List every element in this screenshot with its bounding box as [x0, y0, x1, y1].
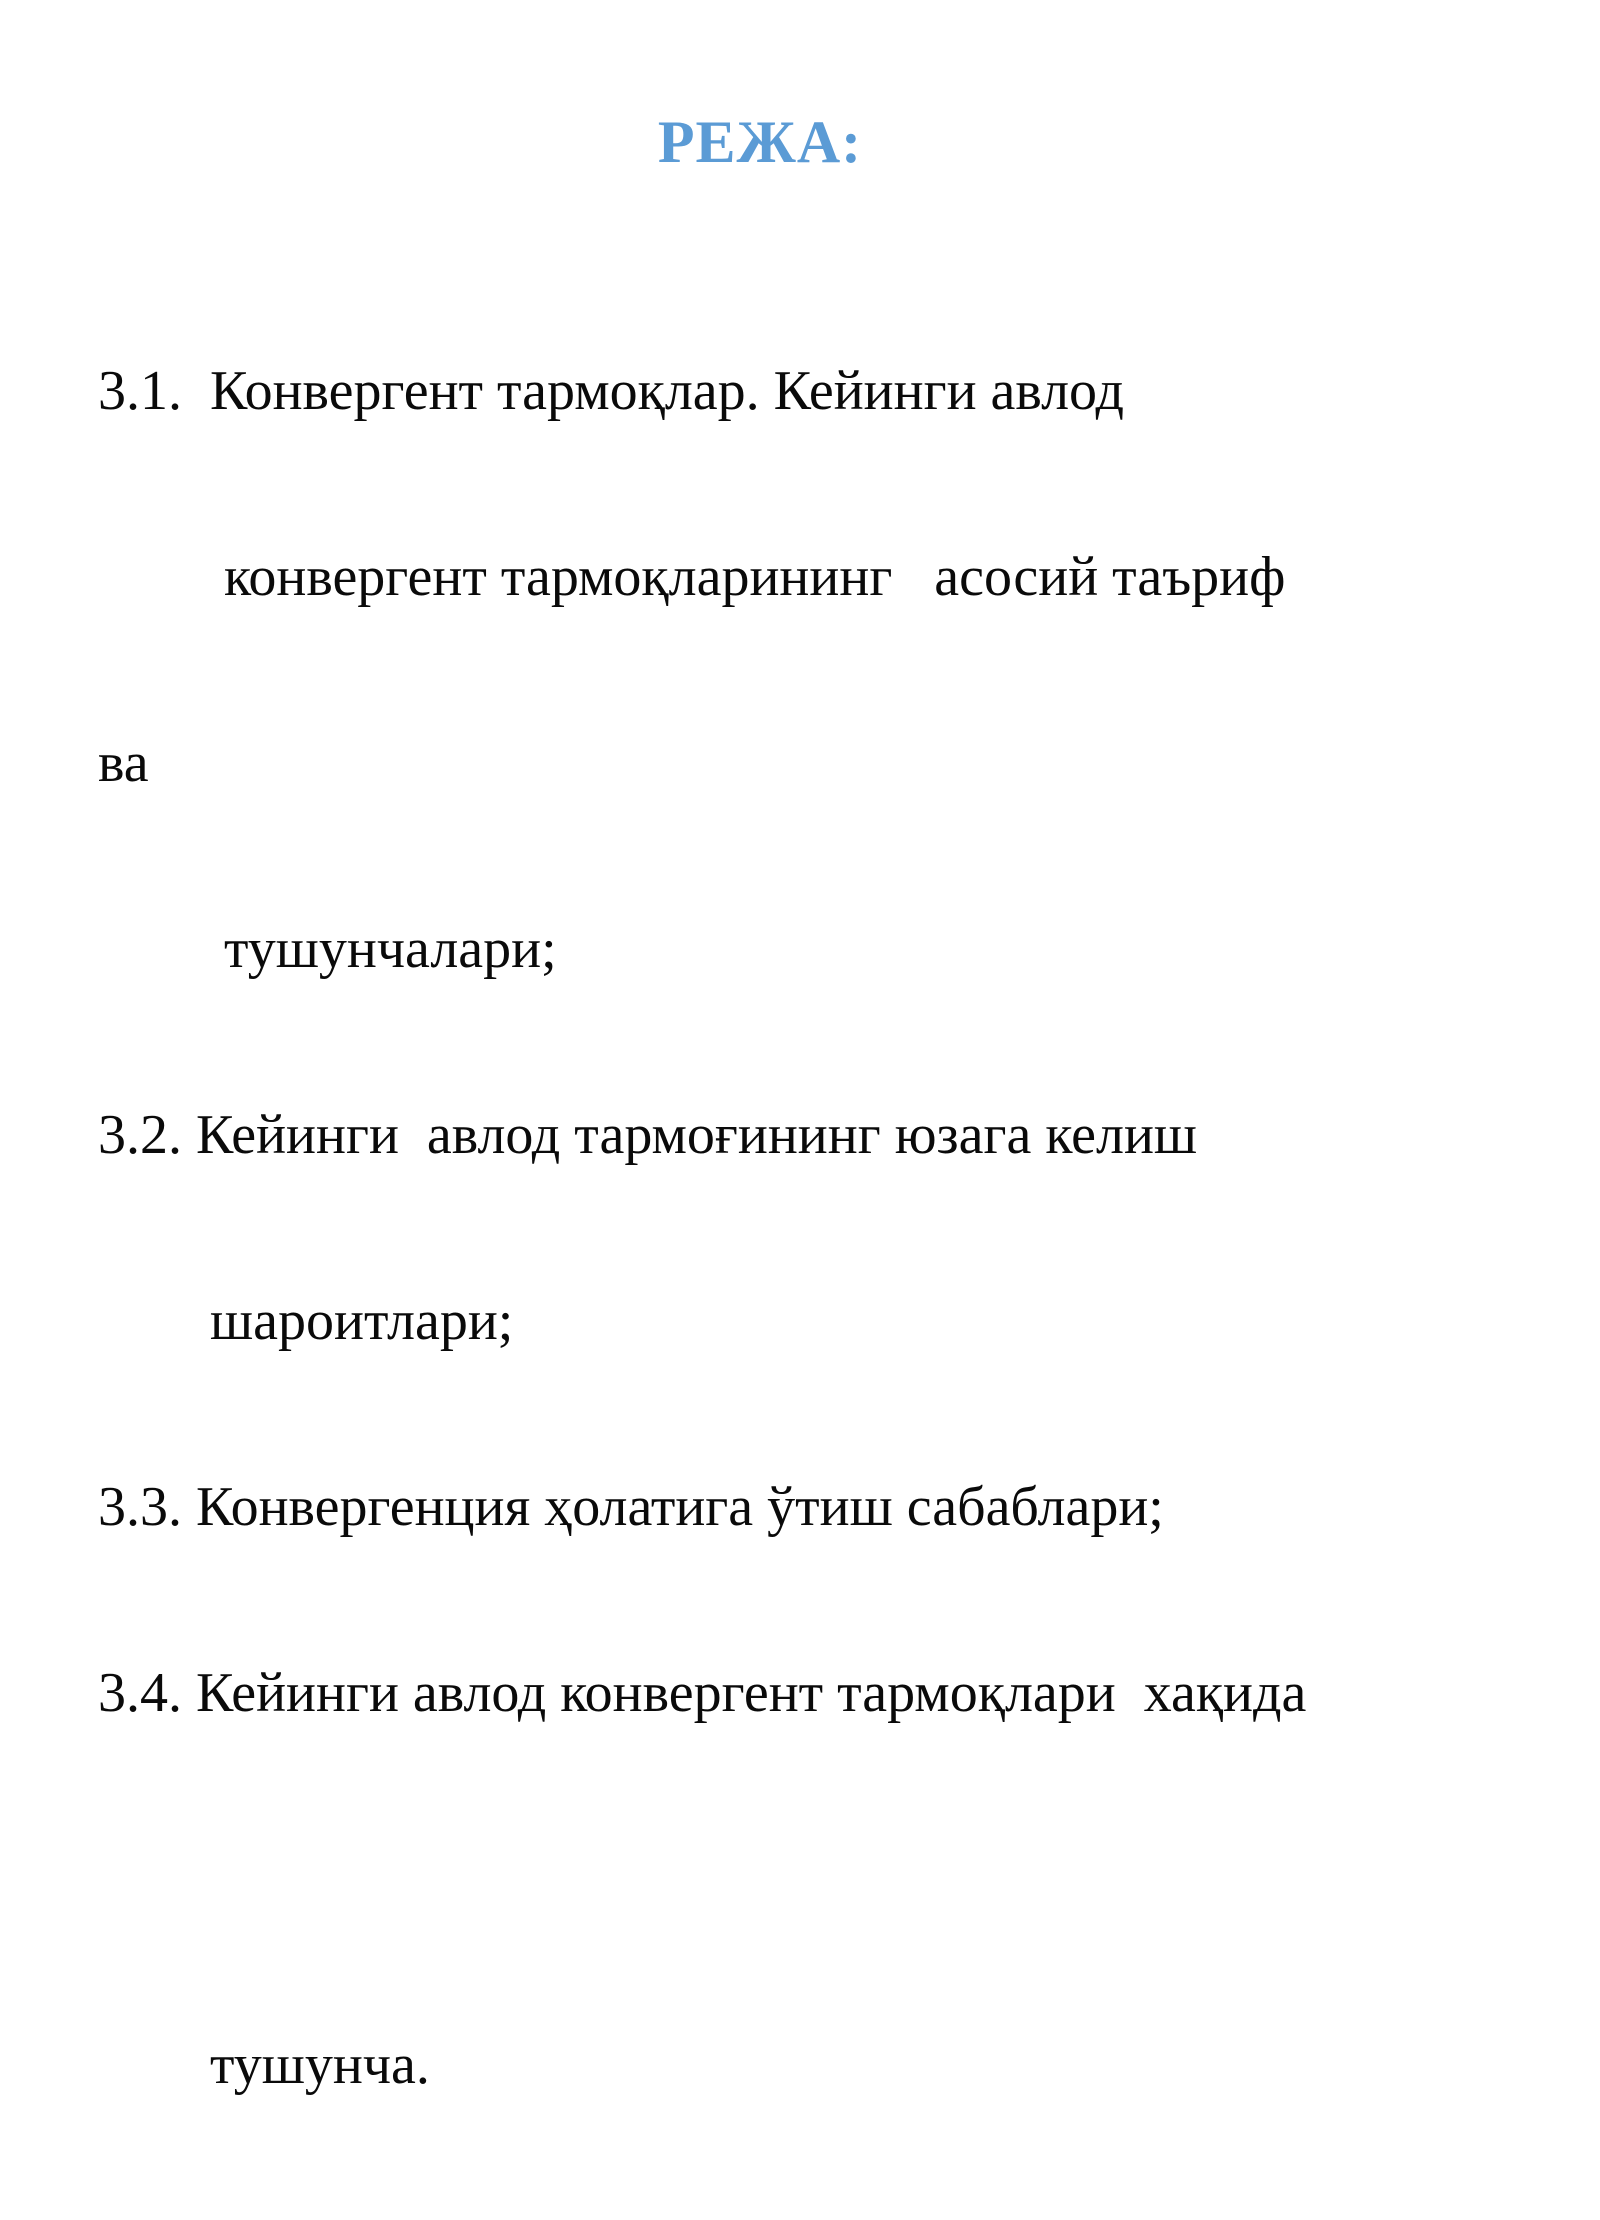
plan-line-7: 3.3. Конвергенция ҳолатига ўтиш сабаблари;: [98, 1476, 1164, 1538]
plan-line-3: ва: [98, 732, 149, 794]
plan-line-2: конвергент тармоқларининг асосий таъриф: [98, 546, 1286, 608]
plan-line-6: шароитлари;: [98, 1290, 514, 1352]
plan-line-1: 3.1. Конвергент тармоқлар. Кейинги авлод: [98, 360, 1124, 422]
plan-line-4: тушунчалари;: [98, 918, 557, 980]
plan-list: [98, 236, 1538, 2220]
plan-line-5: 3.2. Кейинги авлод тармоғининг юзага келиш: [98, 1104, 1198, 1166]
plan-line-9: [98, 1848, 1538, 1910]
plan-line-8: 3.4. Кейинги авлод конвергент тармоқлари хақида: [98, 1662, 1307, 1724]
plan-line-10: тушунча.: [98, 2034, 430, 2096]
slide-title: РЕЖА:: [657, 109, 863, 175]
